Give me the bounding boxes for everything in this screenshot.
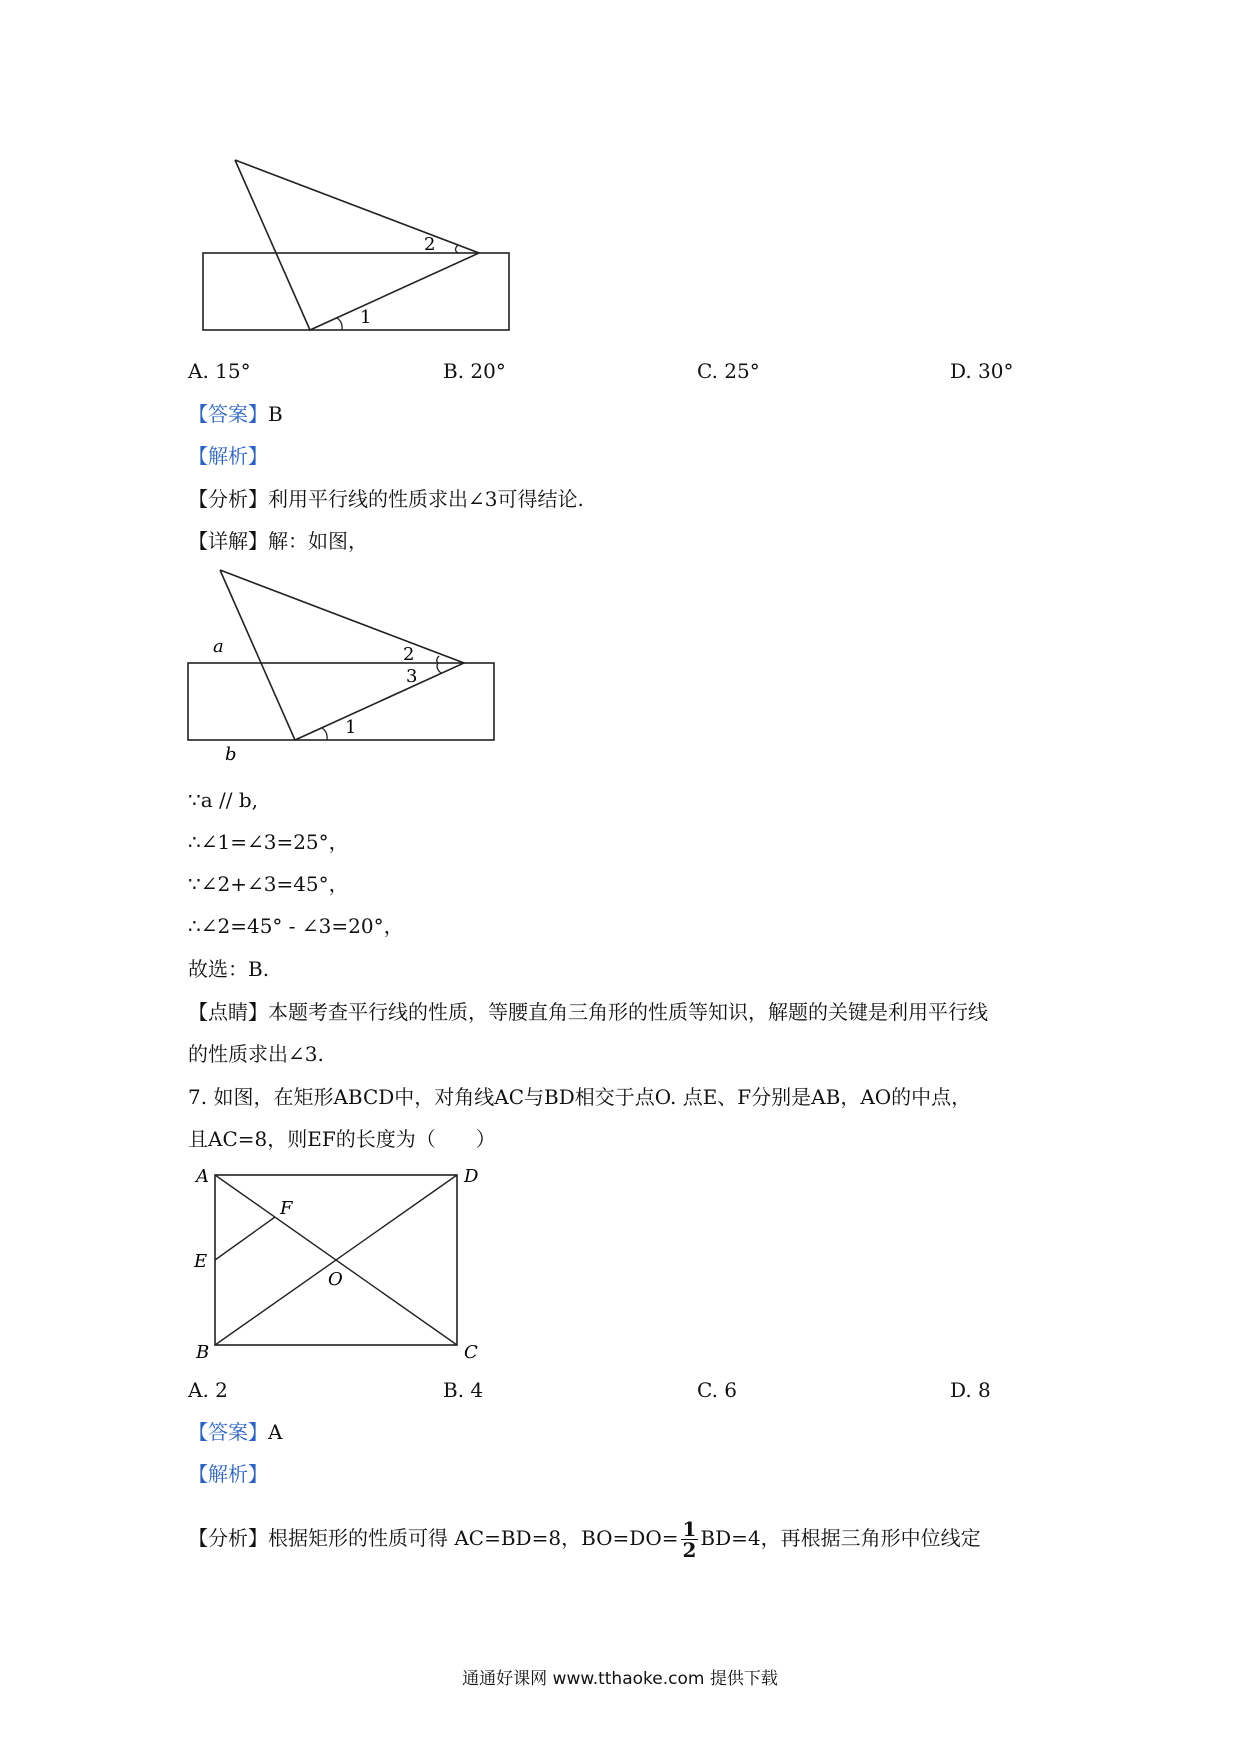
fraction-one-half	[681, 1519, 699, 1560]
fenxi-tag: 【分析】	[188, 487, 268, 511]
q6-option-a: A. 15°	[188, 359, 251, 383]
q7-stem-line-1: 7. 如图，在矩形ABCD中，对角线AC与BD相交于点O. 点E、F分别是AB，AO的中点，	[188, 1085, 972, 1109]
q6-dianjing-line-2: 的性质求出∠3.	[188, 1042, 324, 1066]
q7-option-b: B. 4	[443, 1378, 484, 1402]
dianjing-tag: 【点睛】	[188, 1000, 268, 1024]
answer-tag: 【答案】	[188, 402, 268, 426]
q6-step-4: ∴∠2=45° - ∠3=20°，	[188, 914, 404, 938]
q7-jiexi-tag: 【解析】	[188, 1462, 268, 1486]
fenxi-text-part1: 根据矩形的性质可得 AC=BD=8，BO=DO=	[268, 1526, 679, 1550]
q7-option-c: C. 6	[697, 1378, 738, 1402]
vertex-d-label: D	[464, 1166, 479, 1187]
q6-answer-line	[188, 400, 283, 428]
angle-2-label: 2	[424, 234, 436, 255]
figure-triangle-on-strip	[195, 150, 525, 340]
page-footer: 通通好课网 www.tthaoke.com 提供下载	[462, 1669, 778, 1689]
point-e-label: E	[194, 1251, 208, 1272]
fraction-denominator: 2	[682, 1538, 697, 1562]
q6-option-c: C. 25°	[697, 359, 760, 383]
q6-jiexi-tag: 【解析】	[188, 444, 268, 468]
figure-rectangle-abcd	[190, 1160, 520, 1375]
angle-2-label: 2	[403, 644, 415, 665]
fenxi-tag: 【分析】	[188, 1526, 268, 1550]
xiangjie-text: 解：如图，	[268, 529, 368, 553]
fenxi-text: 利用平行线的性质求出∠3可得结论.	[268, 487, 584, 511]
point-o-label: O	[328, 1269, 343, 1290]
q6-dianjing-line-1	[188, 998, 988, 1026]
line-b-label: b	[225, 744, 237, 765]
vertex-c-label: C	[464, 1342, 478, 1363]
xiangjie-tag: 【详解】	[188, 529, 268, 553]
vertex-a-label: A	[196, 1166, 209, 1187]
q6-step-2: ∴∠1=∠3=25°，	[188, 830, 349, 854]
q7-fenxi-line	[188, 1515, 981, 1561]
angle-1-label: 1	[360, 307, 372, 328]
line-a-label: a	[213, 636, 224, 657]
q7-option-a: A. 2	[188, 1378, 228, 1402]
dianjing-text-1: 本题考查平行线的性质，等腰直角三角形的性质等知识，解题的关键是利用平行线	[268, 1000, 988, 1024]
q6-option-b: B. 20°	[443, 359, 506, 383]
point-f-label: F	[280, 1198, 293, 1219]
q7-stem-line-2: 且AC=8，则EF的长度为（ ）	[188, 1127, 496, 1151]
q7-answer-line	[188, 1418, 282, 1446]
angle-1-label: 1	[345, 717, 357, 738]
q7-option-d: D. 8	[950, 1378, 991, 1402]
q6-step-5: 故选：B.	[188, 957, 270, 981]
fraction-numerator: 1	[682, 1517, 697, 1541]
q6-xiangjie-line	[188, 527, 368, 555]
angle-3-label: 3	[406, 666, 418, 687]
figure-triangle-with-parallel-lines	[183, 560, 513, 770]
q6-step-1: ∵a // b,	[188, 788, 258, 812]
q6-option-d: D. 30°	[950, 359, 1014, 383]
answer-tag: 【答案】	[188, 1420, 268, 1444]
vertex-b-label: B	[196, 1342, 210, 1363]
answer-value: A	[268, 1420, 283, 1444]
q6-fenxi-line	[188, 485, 584, 513]
fenxi-text-part2: BD=4，再根据三角形中位线定	[700, 1526, 981, 1550]
q6-step-3: ∵∠2+∠3=45°，	[188, 872, 349, 896]
answer-value: B	[268, 402, 283, 426]
